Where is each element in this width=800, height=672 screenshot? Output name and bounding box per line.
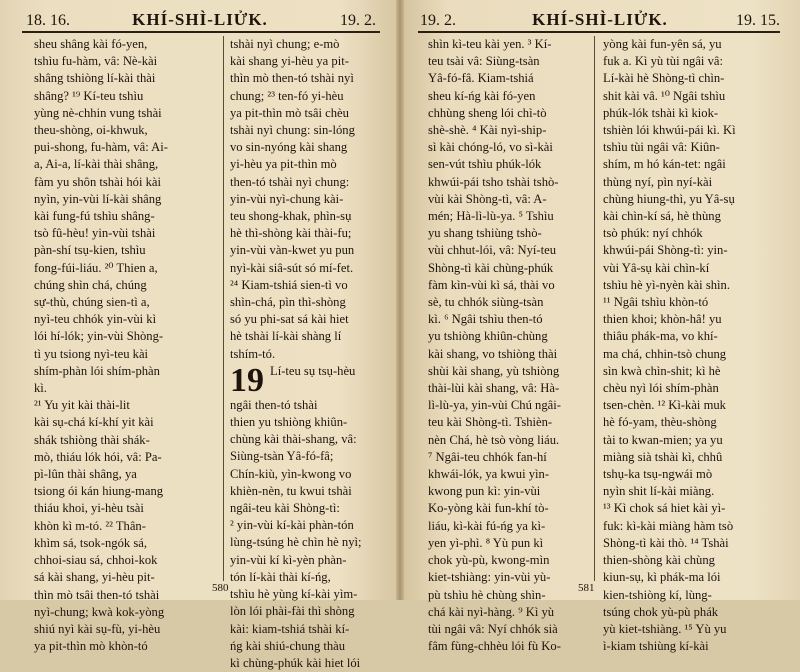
chapter-ref-start: 18. 16. (26, 12, 70, 29)
text-line: nyìn, yin-vùi lí-kài shâng (34, 191, 162, 206)
text-line: shâng tshiòng lí-kài thài (34, 71, 156, 86)
text-line: khwúi-pái tsho tshài tshò- (428, 174, 559, 189)
text-line: kien-tshiòng kí, lùng- (603, 587, 712, 602)
text-line: chok yù-pù, kwong-mìn (428, 553, 550, 568)
text-line: kiet-tshiàng: yin-vùi yù- (428, 570, 551, 585)
text-line: fuk a. Kì yù tùi ngâi vâ: (603, 54, 723, 69)
text-line: yòng kài fun-yên sá, yu (603, 37, 722, 51)
text-line: vo sin-nyóng kài shang (230, 140, 348, 155)
header-rule (418, 31, 780, 33)
chapter-ref-end: 19. 15. (736, 12, 780, 29)
text-line: fuk: kì-kài miàng hàm tsò (603, 518, 734, 533)
text-line: thien khoi; khòn-hâ! yu (603, 312, 722, 327)
text-line: kài fung-fú tshìu shâng- (34, 209, 155, 224)
text-line: nyì-chung; kwà kok-yòng (34, 604, 165, 619)
text-line: sìn kwà chìn-shit; kì hè (603, 363, 721, 378)
chapter-ref-start: 19. 2. (420, 12, 456, 29)
text-line: khwúi-pái Shòng-tì: yin- (603, 243, 728, 258)
text-line: shím-phàn lói shím-phàn (34, 363, 160, 378)
text-line: sè, tu chhók siùng-tsàn (428, 295, 544, 310)
text-line: chèu nyì lói shím-phàn (603, 381, 719, 396)
text-line: Siùng-tsàn Yâ-fó-fâ; (230, 449, 334, 464)
text-line: tshím-tó. (230, 346, 276, 361)
text-line: tshìu tùi ngâi vâ: Kiûn- (603, 140, 720, 155)
text-line: sheu shâng kài fó-yen, (34, 37, 148, 51)
text-line: kwong pun kì: yin-vùi (428, 484, 541, 499)
header-rule (22, 31, 380, 33)
text-line: then-tó tshài nyì chung: (230, 174, 350, 189)
text-line: tshìu hè yì-nyèn kài shìn. (603, 277, 730, 292)
text-line: theu-shòng, oi-khwuk, (34, 123, 148, 138)
text-line: Yâ-fó-fâ. Kiam-tshiá (428, 71, 534, 86)
text-column-2 (603, 36, 778, 655)
text-line: yùng nè-chhin vung tshài (34, 105, 162, 120)
text-line: Ko-yòng kài fun-khí tò- (428, 501, 549, 516)
text-line: vùi kài Shòng-tì, vâ: A- (428, 191, 547, 206)
text-line: pàn-shí tsụ-kien, tshìu (34, 243, 146, 258)
text-line: khòn kì m-tó. ²² Thân- (34, 518, 146, 533)
text-line: thiáu khoi, yi-hèu tsài (34, 501, 144, 516)
text-line: sự-thù, chúng sien-tì a, (34, 295, 150, 310)
text-line: ya pit-thìn mò tsâi chèu (230, 105, 349, 120)
text-line: nyì-teu chhók yin-vùi kì (34, 312, 157, 327)
text-line: nyì-kài siâ-sút só mí-fet. (230, 260, 354, 275)
text-line: fàm kìn-vùi kì sá, thài vo (428, 277, 555, 292)
text-line: yu tshiòng khiûn-chùng (428, 329, 548, 344)
right-page (400, 0, 800, 654)
text-line: lói hí-lók; yin-vùi Shòng- (34, 329, 164, 344)
text-line: nèn Chá, hè tsò vòng liáu. (428, 432, 560, 447)
text-line: shit kài vâ. ¹⁰ Ngâi tshìu (603, 88, 726, 103)
text-line: sì kài chóng-ló, vo sì-kài (428, 140, 553, 155)
text-line: hè thì-shòng kài thài-fu; (230, 226, 352, 241)
chapter-ref-end: 19. 2. (340, 12, 376, 29)
text-line: fàm yu shôn tshài hói kài (34, 174, 161, 189)
text-line: shâng? ¹⁹ Kí-teu tshìu (34, 88, 144, 103)
text-line: kì. ⁶ Ngâi tshìu then-tó (428, 312, 543, 327)
text-line: liáu, kì-kài fú-ńg ya kì- (428, 518, 546, 533)
page-number: 581 (578, 582, 595, 594)
text-line: lòn lói phài-fài thì shòng (230, 604, 355, 619)
text-line: shák tshiòng thài shák- (34, 432, 150, 447)
text-line: ⁷ Ngâi-teu chhók fan-hí (428, 449, 547, 464)
text-line: tsò phúk: nyí chhók (603, 226, 703, 241)
text-line: fâm fùng-chhèu lói fù Ko- (428, 639, 561, 654)
running-title: KHÍ-SHÌ-LIỬK. (132, 10, 268, 29)
text-line: yin-vùi kí kì-yèn phàn- (230, 552, 347, 567)
text-line: yi-hèu ya pit-thìn mò (230, 157, 337, 172)
text-line: shìn-chá, pìn thì-shòng (230, 295, 346, 310)
text-line: ńg kài shiú-chung thàu (230, 638, 346, 653)
text-line: yu shang tshiùng tshò- (428, 226, 542, 241)
text-line: kài shang yi-hèu ya pit- (230, 54, 349, 69)
text-line: teu shong-khak, phìn-sụ (230, 209, 352, 224)
text-line: ya pit-thìn mò khòn-tó (34, 639, 148, 654)
text-line: tón lí-kài thài kí-ńg, (230, 569, 331, 584)
text-line: Shòng-tì kài chùng-phúk (428, 260, 554, 275)
text-line: mò, thiáu lók hói, vâ: Pa- (34, 449, 162, 464)
text-line: ²¹ Yu yit kài thài-lit (34, 398, 130, 413)
text-line: khìm sá, tsok-ngók sá, (34, 535, 147, 550)
text-line: ngâi-teu kài Shòng-tì: (230, 501, 340, 516)
text-line: thiâu phák-ma, vo khí- (603, 329, 718, 344)
text-column-1 (34, 36, 214, 655)
text-line: kiun-sụ, kì phák-ma lói (603, 570, 721, 585)
text-line: phúk-lók tshài kì kiok- (603, 105, 719, 120)
text-line: shìn kì-teu kài yen. ³ Kí- (428, 37, 552, 51)
text-line: ² yin-vùi kí-kài phàn-tón (230, 518, 354, 533)
text-line: tsò fû-hèu! yin-vùi tshài (34, 226, 156, 241)
text-line: kì chùng-phúk kài hiet lói (230, 655, 361, 670)
text-line: chung; ²³ ten-fó yi-hèu (230, 88, 344, 103)
text-line: só yu phi-sat sá kài hiet (230, 312, 349, 327)
text-line: chúng shìn chá, chúng (34, 277, 147, 292)
page-header (0, 4, 400, 30)
text-line: chhùng sheng lói chì-tò (428, 105, 547, 120)
text-line: tshài nyì chung; e-mò (230, 37, 340, 51)
text-line: tshụ-ka tsụ-ngwái mò (603, 467, 713, 482)
chapter-start-line (230, 363, 388, 397)
text-line: tshìu fu-hàm, vâ: Nè-kài (34, 54, 158, 69)
column-divider (223, 36, 224, 581)
text-line: ¹¹ Ngâi tshìu khòn-tó (603, 295, 709, 310)
text-line: ¹³ Kì chok sá hiet kài yì- (603, 501, 726, 516)
text-line: chá kài nyì-hàng. ⁹ Kì yù (428, 604, 555, 619)
column-divider (594, 36, 595, 581)
text-line: mén; Hà-lì-lù-ya. ⁵ Tshìu (428, 209, 554, 224)
text-column-2 (230, 36, 388, 672)
text-line: shè-shè. ⁴ Kài nyì-ship- (428, 123, 547, 138)
chapter-number-dropcap: 19 (230, 361, 264, 399)
text-line: hè fó-yam, thèu-shòng (603, 415, 717, 430)
text-line: teu tsài vâ: Siùng-tsàn (428, 54, 540, 69)
text-line: chùng kài thài-shang, vâ: (230, 432, 357, 447)
text-line: teu kài Shòng-tì. Tshièn- (428, 415, 553, 430)
text-line: vùi chhut-lói, vâ: Nyí-teu (428, 243, 557, 258)
text-line: ²⁴ Kiam-tshiá sien-tì vo (230, 277, 348, 292)
text-column-1 (428, 36, 584, 655)
text-line: lì-lù-ya, yin-vùi Chú ngâi- (428, 398, 561, 413)
text-line: tshài nyì chung: sin-lóng (230, 123, 355, 138)
text-line: Shòng-tì kài thò. ¹⁴ Tshài (603, 535, 729, 550)
text-line: Lí-kài hè Shòng-tì chìn- (603, 71, 725, 86)
text-line: pì-lûn thài shâng, ya (34, 467, 137, 482)
text-line: khwái-lók, ya kwui yìn- (428, 467, 550, 482)
text-line: thìn mò tsâi then-tó tshài (34, 587, 160, 602)
text-line: thùng nyí, pìn nyí-kài (603, 174, 713, 189)
text-line: nyìn shit lí-kài miàng. (603, 484, 715, 499)
text-line: thìn mò then-tó tshài nyì (230, 71, 354, 86)
text-line: tsiong ói kán hiung-mang (34, 484, 164, 499)
running-title: KHÍ-SHÌ-LIỬK. (532, 10, 668, 29)
text-line: thien yu tshiòng khiûn- (230, 415, 348, 430)
text-line: tài to kwan-mien; ya yu (603, 432, 723, 447)
text-line: shiú nyì kài sụ-fù, yi-hèu (34, 621, 161, 636)
text-line: Chín-kiù, yìn-kwong vo (230, 466, 352, 481)
text-line: hè tshài lí-kài shàng lí (230, 329, 342, 344)
text-line: Lí-teu sụ tsụ-hèu (270, 363, 356, 378)
text-line: sen-vút tshìu phúk-lók (428, 157, 542, 172)
text-line: kài sụ-chá kí-khí yit kài (34, 415, 154, 430)
page-header (400, 4, 800, 30)
text-line: tì yu tsiong nyì-teu kài (34, 346, 149, 361)
text-line: kài shang, vo tshiòng thài (428, 346, 558, 361)
text-line: chhoi-siau sá, chhoi-kok (34, 553, 158, 568)
text-line: tshìu hè yùng kí-kài yìm- (230, 587, 358, 602)
page-number: 580 (212, 582, 229, 594)
text-line: vùi Yâ-sụ kài chìn-kí (603, 260, 710, 275)
text-line: kì. (34, 381, 47, 396)
text-line: pù tshìu hè chùng shìn- (428, 587, 546, 602)
left-page (0, 0, 400, 670)
text-line: a, Ai-a, lí-kài thài shâng, (34, 157, 159, 172)
text-line: lùng-tsúng hè chìn hè nyì; (230, 535, 362, 550)
text-line: chùng hiung-thì, yu Yâ-sụ (603, 191, 735, 206)
text-line: tsen-chèn. ¹² Kì-kài muk (603, 398, 726, 413)
text-line: kài: kiam-tshiá tshài kí- (230, 621, 350, 636)
text-line: khièn-nèn, tu kwui tshài (230, 483, 352, 498)
text-line: sá kài shang, yi-hèu pit- (34, 570, 155, 585)
text-line: yù kiet-tshiàng. ¹⁵ Yù yu (603, 621, 727, 636)
text-line: ma chá, chhin-tsò chung (603, 346, 727, 361)
text-line: sheu kí-ńg kài fó-yen (428, 88, 536, 103)
text-line: tsúng chok yù-pù phák (603, 604, 719, 619)
text-line: shùi kài shang, yù tshiòng (428, 363, 560, 378)
text-line: tshièn lói khwúi-pái kì. Kì (603, 123, 736, 138)
text-line: thien-shòng kài chùng (603, 553, 715, 568)
text-line: miàng sià tshài kì, chhû (603, 449, 723, 464)
text-line: kài chìn-kí sá, hè thùng (603, 209, 721, 224)
text-line: thài-lùi kài shang, vâ: Hà- (428, 381, 560, 396)
text-line: yen yì-phì. ⁸ Yù pun kì (428, 535, 544, 550)
text-line: tùi ngâi vâ: Nyí chhók sià (428, 621, 558, 636)
book-gutter (396, 0, 404, 600)
text-line: pui-shong, fu-hàm, vâ: Ai- (34, 140, 168, 155)
text-line: yin-vùi nyì-chung kài- (230, 191, 344, 206)
text-line: fong-fúi-liáu. ²⁰ Thien a, (34, 260, 158, 275)
text-line: ì-kiam tshiùng kí-kài (603, 639, 709, 654)
text-line: shím, m hó kán-tet: ngâi (603, 157, 726, 172)
text-line: yin-vùi vàn-kwet yu pun (230, 243, 355, 258)
text-line: ngâi then-tó tshài (230, 397, 318, 412)
